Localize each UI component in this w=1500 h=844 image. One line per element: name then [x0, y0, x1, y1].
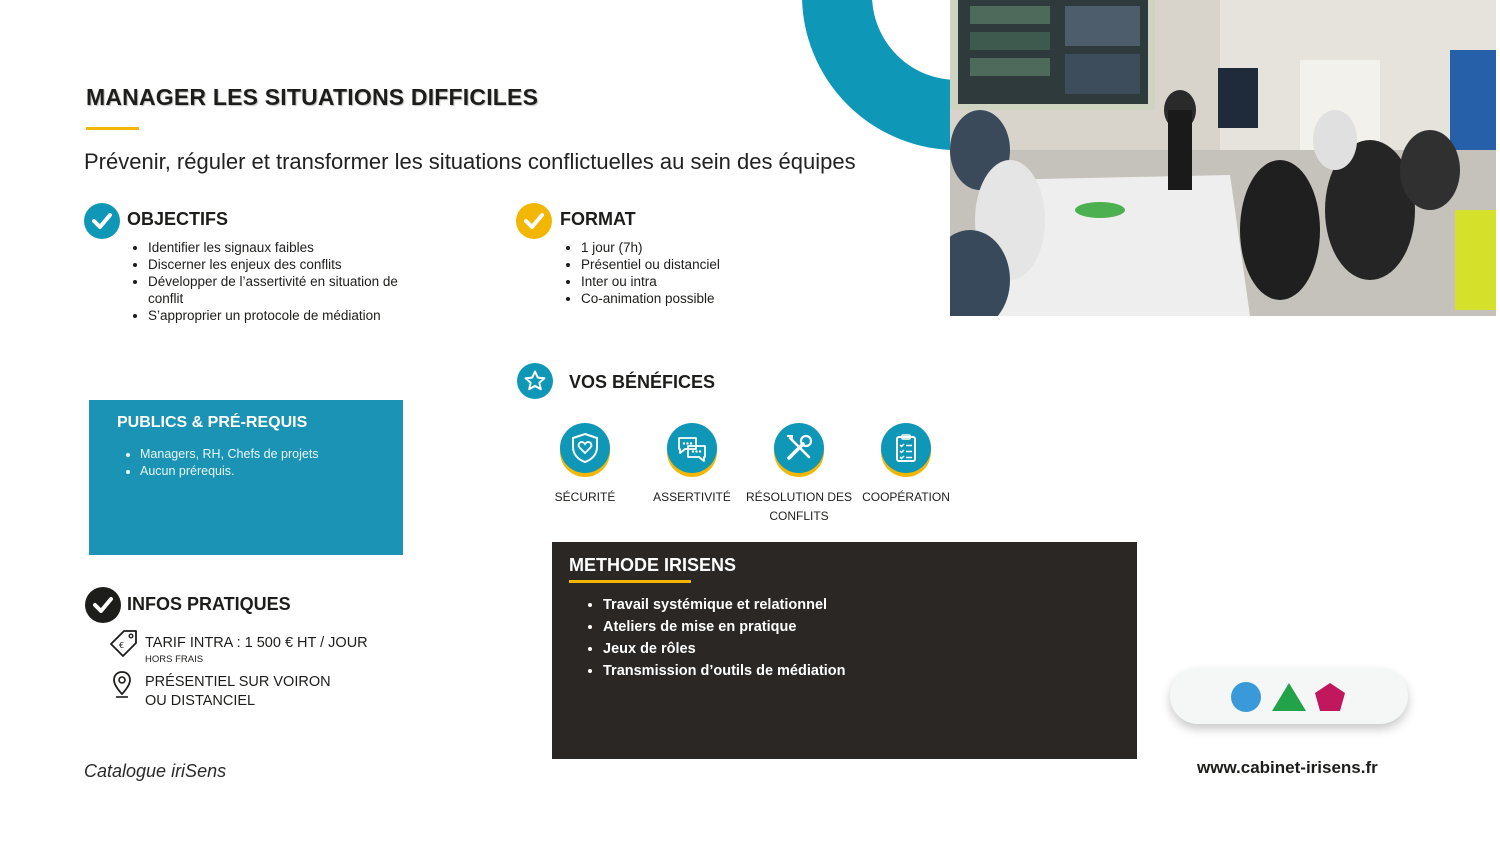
- page-title: MANAGER LES SITUATIONS DIFFICILES: [86, 84, 539, 110]
- list-item: • Ateliers de mise en pratique: [603, 616, 1120, 638]
- publics-box: [89, 400, 403, 555]
- methode-list: [569, 594, 1120, 682]
- chat-bubbles-icon: [667, 423, 717, 473]
- check-icon: [516, 203, 552, 239]
- benefices-heading: VOS BÉNÉFICES: [569, 372, 716, 392]
- list-item: • Aucun prérequis.: [140, 463, 375, 480]
- objectifs-heading: OBJECTIFS: [127, 209, 229, 229]
- price-tag-icon: [110, 628, 140, 663]
- check-icon: [84, 203, 120, 239]
- list-item: • S’approprier un protocole de médiation: [148, 307, 412, 324]
- lieu-line-1: PRÉSENTIEL SUR VOIRON: [145, 674, 331, 690]
- objectifs-list: [132, 239, 412, 324]
- benefit-label: RÉSOLUTION DES CONFLITS: [745, 490, 853, 523]
- format-heading: FORMAT: [560, 209, 636, 229]
- tools-icon: [774, 423, 824, 473]
- list-item: • Transmission d’outils de médiation: [603, 660, 1120, 682]
- benefit-label: ASSERTIVITÉ: [653, 490, 731, 504]
- tarif-text: TARIF INTRA : 1 500 € HT / JOUR: [145, 635, 368, 651]
- clipboard-icon: [881, 423, 931, 473]
- methode-underline: [569, 580, 691, 583]
- list-item: • Discerner les enjeux des conflits: [148, 256, 412, 273]
- training-photo: [950, 0, 1496, 316]
- benefit-securite: [530, 423, 640, 507]
- star-icon: [517, 363, 553, 399]
- publics-heading: PUBLICS & PRÉ-REQUIS: [117, 414, 308, 431]
- svg-text:€: €: [119, 641, 125, 650]
- methode-heading: METHODE IRISENS: [569, 555, 737, 575]
- benefit-label: SÉCURITÉ: [554, 490, 616, 504]
- list-item: • Co-animation possible: [581, 290, 825, 307]
- tarif-note: HORS FRAIS: [145, 654, 204, 665]
- brand-shapes-logo: [1170, 668, 1408, 724]
- benefit-label: COOPÉRATION: [862, 490, 950, 504]
- list-item: • Identifier les signaux faibles: [148, 239, 412, 256]
- publics-list: [117, 446, 375, 479]
- website-link[interactable]: www.cabinet-irisens.fr: [1197, 758, 1378, 777]
- benefit-resolution: [744, 423, 854, 526]
- list-item: • Développer de l’assertivité en situation de conflit: [148, 273, 412, 307]
- list-item: • Managers, RH, Chefs de projets: [140, 446, 375, 463]
- location-pin-icon: [112, 670, 132, 705]
- format-list: [565, 239, 825, 307]
- list-item: • Présentiel ou distanciel: [581, 256, 825, 273]
- page-subtitle: Prévenir, réguler et transformer les situations conflictuelles au sein des équipes: [84, 149, 856, 174]
- benefit-assertivite: [637, 423, 747, 507]
- list-item: • 1 jour (7h): [581, 239, 825, 256]
- list-item: • Jeux de rôles: [603, 638, 1120, 660]
- shield-heart-icon: [560, 423, 610, 473]
- title-underline: [86, 127, 139, 130]
- methode-box: [552, 542, 1137, 759]
- list-item: • Travail systémique et relationnel: [603, 594, 1120, 616]
- lieu-line-2: OU DISTANCIEL: [145, 693, 256, 709]
- infos-heading: INFOS PRATIQUES: [127, 594, 291, 614]
- benefit-cooperation: [851, 423, 961, 507]
- check-icon: [85, 587, 121, 623]
- list-item: • Inter ou intra: [581, 273, 825, 290]
- catalogue-label: Catalogue iriSens: [84, 761, 227, 781]
